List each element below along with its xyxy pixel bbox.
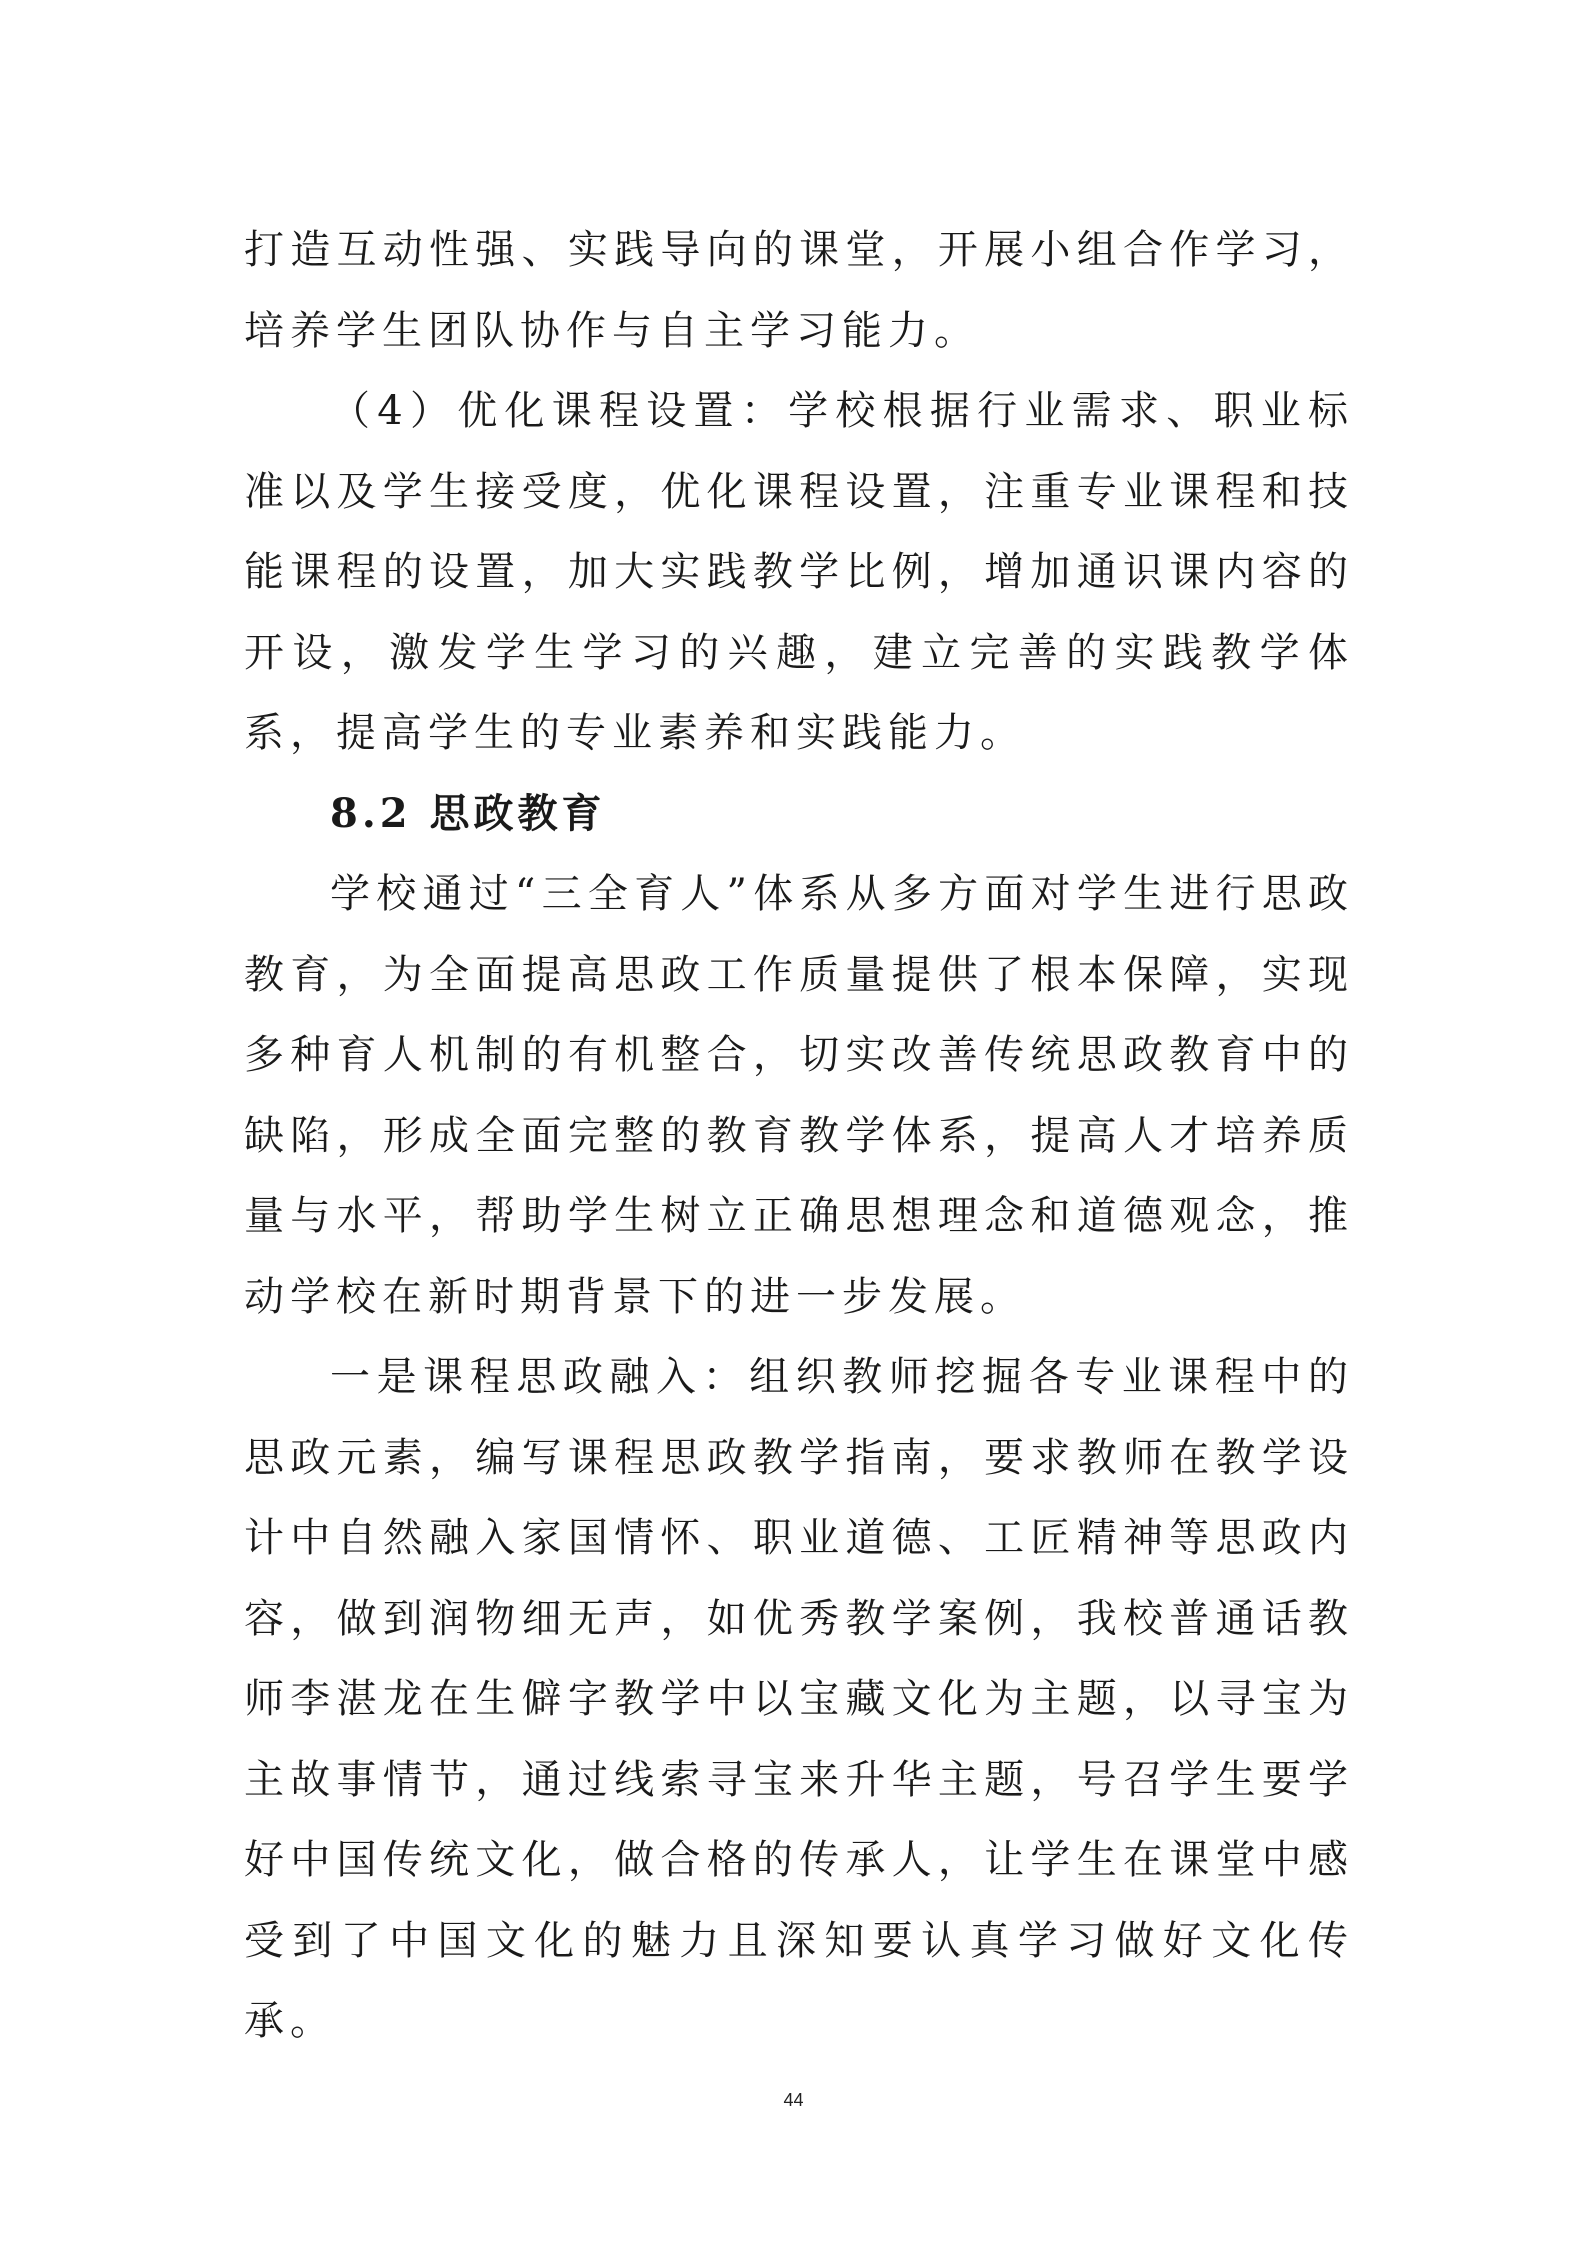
paragraph-curriculum-integration: 一是课程思政融入：组织教师挖掘各专业课程中的思政元素，编写课程思政教学指南，要求教师在教学设计中自然融入家国情怀、职业道德、工匠精神等思政内容，做到润物细无声，如优秀教学案例，我校普通话教师李湛龙在生僻字教学中以宝藏文化为主题，以寻宝为主故事情节，通过线索寻宝来升华主题，号召学生要学好中国传统文化，做合格的传承人，让学生在课堂中感受到了中国文化的魅力且深知要认真学习做好文化传承。 — [244, 1354, 1354, 2044]
paragraph-continuation: 打造互动性强、实践导向的课堂，开展小组合作学习，培养学生团队协作与自主学习能力。 — [244, 227, 1354, 354]
paragraph-ideological-education: 学校通过“三全育人”体系从多方面对学生进行思政教育，为全面提高思政工作质量提供了根本保障，实现多种育人机制的有机整合，切实改善传统思政教育中的缺陷，形成全面完整的教育教学体系，提高人才培养质量与水平，帮助学生树立正确思想理念和道德观念，推动学校在新时期背景下的进一步发展。 — [244, 871, 1354, 1320]
paragraph-course-optimization: （4）优化课程设置：学校根据行业需求、职业标准以及学生接受度，优化课程设置，注重专业课程和技能课程的设置，加大实践教学比例，增加通识课内容的开设，激发学生学习的兴趣，建立完善的实践教学体系，提高学生的专业素养和实践能力。 — [244, 388, 1354, 756]
page-body — [244, 210, 1354, 2062]
page-number: 44 — [783, 2090, 804, 2110]
section-heading: 8.2 思政教育 — [330, 789, 606, 837]
